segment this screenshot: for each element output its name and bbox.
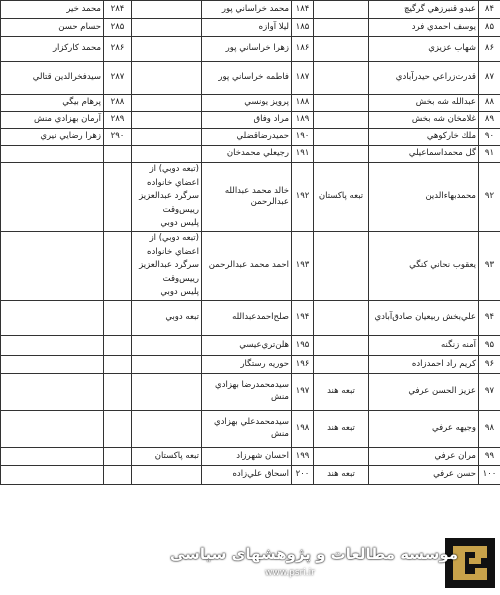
person-name: پرويز يونسي (202, 95, 292, 112)
row-number: ۹۲ (479, 163, 500, 232)
person-name: احسان شهرزاد (202, 447, 292, 465)
row-number (104, 335, 132, 355)
person-name: ملك خاركوهي (369, 129, 479, 146)
note-cell (132, 355, 202, 373)
note-cell (132, 465, 202, 484)
note-cell (132, 95, 202, 112)
nationality-cell (314, 112, 369, 129)
row-number (104, 447, 132, 465)
row-number: ۱۸۵ (292, 19, 314, 37)
row-number: ۱۹۵ (292, 335, 314, 355)
row-number (104, 410, 132, 447)
row-number: ۹۱ (479, 146, 500, 163)
nationality-cell (314, 300, 369, 335)
row-number: ۹۹ (479, 447, 500, 465)
row-number: ۲۸۵ (104, 19, 132, 37)
nationality-cell (314, 355, 369, 373)
nationality-cell (314, 146, 369, 163)
row-number: ۱۹۱ (292, 146, 314, 163)
person-name: غلامخان شه بخش (369, 112, 479, 129)
row-number: ۹۳ (479, 231, 500, 300)
table-row (1, 373, 500, 410)
nationality-cell (314, 129, 369, 146)
table-row (1, 19, 500, 37)
row-number: ۸۹ (479, 112, 500, 129)
note-cell: تبعه دوبي (132, 300, 202, 335)
row-number: ۱۸۴ (292, 1, 314, 19)
nationality-cell: تبعه هند (314, 410, 369, 447)
person-name: حسام حسن (1, 19, 104, 37)
nationality-cell: تبعه هند (314, 465, 369, 484)
nationality-cell (314, 335, 369, 355)
table-row (1, 95, 500, 112)
note-cell (132, 19, 202, 37)
person-name: قدرت‌زراعي حيدرآبادي (369, 62, 479, 95)
person-name: اسحاق علي‌زاده (202, 465, 292, 484)
person-name (1, 447, 104, 465)
nationality-cell (314, 1, 369, 19)
person-name: آمنه زنگنه (369, 335, 479, 355)
note-cell (132, 1, 202, 19)
row-number: ۱۹۰ (292, 129, 314, 146)
person-name (1, 231, 104, 300)
table-row (1, 447, 500, 465)
person-name (1, 410, 104, 447)
row-number: ۱۹۶ (292, 355, 314, 373)
table-row (1, 410, 500, 447)
person-name: مراد وفاق (202, 112, 292, 129)
row-number: ۸۴ (479, 1, 500, 19)
person-name: عبدو قنبرزهي گرگيچ (369, 1, 479, 19)
row-number: ۲۹۰ (104, 129, 132, 146)
person-name: محمد كاركزار (1, 37, 104, 62)
row-number: ۱۹۸ (292, 410, 314, 447)
person-name (1, 300, 104, 335)
person-name: آرمان بهزادي منش (1, 112, 104, 129)
row-number (104, 355, 132, 373)
person-name: خالد محمد عبدالله عبدالرحمن (202, 163, 292, 232)
person-name: محمد خير (1, 1, 104, 19)
note-cell (132, 112, 202, 129)
row-number: ۸۶ (479, 37, 500, 62)
person-name: هلن‌تري‌عيسي (202, 335, 292, 355)
person-name: حوريه رستگار (202, 355, 292, 373)
note-cell (132, 62, 202, 95)
nationality-cell (314, 19, 369, 37)
nationality-cell (314, 231, 369, 300)
note-cell: تبعه پاكستان (132, 447, 202, 465)
row-number: ۲۸۸ (104, 95, 132, 112)
note-cell (132, 37, 202, 62)
row-number: ۲۸۷ (104, 62, 132, 95)
row-number: ۹۶ (479, 355, 500, 373)
person-name: محمدبهاءالدين (369, 163, 479, 232)
row-number: ۱۹۹ (292, 447, 314, 465)
row-number (104, 300, 132, 335)
note-cell: (تبعه دوبي) از اعضاي خانواده سرگرد عبدالعزيز رييس‌وقت پليس دوبي (132, 163, 202, 232)
note-cell: (تبعه دوبي) از اعضاي خانواده سرگرد عبدالعزيز رييس‌وقت پليس دوبي (132, 231, 202, 300)
note-cell (132, 129, 202, 146)
row-number (104, 373, 132, 410)
note-cell (132, 335, 202, 355)
row-number: ۹۴ (479, 300, 500, 335)
table-row (1, 465, 500, 484)
table-row (1, 1, 500, 19)
row-number: ۹۸ (479, 410, 500, 447)
row-number: ۹۷ (479, 373, 500, 410)
table-row (1, 335, 500, 355)
row-number: ۱۹۳ (292, 231, 314, 300)
watermark-title: موسسه مطالعات و پژوهشهای سیاسی (170, 545, 459, 563)
nationality-cell (314, 95, 369, 112)
row-number: ۲۸۴ (104, 1, 132, 19)
person-name: صلح‌احمدعبدالله (202, 300, 292, 335)
table-row (1, 112, 500, 129)
nationality-cell (314, 37, 369, 62)
table-row (1, 355, 500, 373)
person-name: حسن عرفي (369, 465, 479, 484)
row-number (104, 163, 132, 232)
person-name: يوسف احمدي فرد (369, 19, 479, 37)
person-name: وجيهه عرفي (369, 410, 479, 447)
row-number: ۱۹۴ (292, 300, 314, 335)
person-name: احمد محمد عبدالرحمن (202, 231, 292, 300)
table-row (1, 231, 500, 300)
row-number: ۱۸۹ (292, 112, 314, 129)
row-number: ۱۰۰ (479, 465, 500, 484)
row-number (104, 465, 132, 484)
row-number: ۲۸۹ (104, 112, 132, 129)
person-name (1, 335, 104, 355)
row-number (104, 146, 132, 163)
person-name (1, 355, 104, 373)
person-name: عزيز الحسن عرفي (369, 373, 479, 410)
row-number: ۱۸۸ (292, 95, 314, 112)
table-row (1, 163, 500, 232)
person-name: شهاب عزيزي (369, 37, 479, 62)
nationality-cell: تبعه پاكستان (314, 163, 369, 232)
note-cell (132, 146, 202, 163)
person-name: محمد خراساني پور (202, 1, 292, 19)
nationality-cell (314, 62, 369, 95)
row-number: ۱۹۷ (292, 373, 314, 410)
person-name: پرهام بيگي (1, 95, 104, 112)
person-name: سيدمحمدرضا بهزادي منش (202, 373, 292, 410)
person-name: زهرا رضايي نيري (1, 129, 104, 146)
row-number: ۸۵ (479, 19, 500, 37)
nationality-cell: تبعه هند (314, 373, 369, 410)
person-name: علي‌بخش ربيعيان صادق‌آبادي (369, 300, 479, 335)
person-name: كريم راد احمدزاده (369, 355, 479, 373)
person-name: زهرا خراساني پور (202, 37, 292, 62)
row-number: ۸۸ (479, 95, 500, 112)
person-name: مران عرفي (369, 447, 479, 465)
person-name (1, 146, 104, 163)
row-number: ۲۸۶ (104, 37, 132, 62)
person-name (1, 163, 104, 232)
row-number: ۹۰ (479, 129, 500, 146)
row-number: ۱۸۶ (292, 37, 314, 62)
nationality-cell (314, 447, 369, 465)
row-number: ۲۰۰ (292, 465, 314, 484)
person-name: ليلا آوازه (202, 19, 292, 37)
table-row (1, 129, 500, 146)
row-number: ۱۸۷ (292, 62, 314, 95)
row-number (104, 231, 132, 300)
table-body (1, 1, 500, 485)
person-name (1, 373, 104, 410)
row-number: ۱۹۲ (292, 163, 314, 232)
person-name: حميدرضاقضلي (202, 129, 292, 146)
table-row (1, 37, 500, 62)
row-number: ۹۵ (479, 335, 500, 355)
row-number: ۸۷ (479, 62, 500, 95)
person-name: يعقوب نحاني كنگي (369, 231, 479, 300)
note-cell (132, 410, 202, 447)
watermark-url: www.psri.ir (265, 568, 315, 578)
table-row (1, 300, 500, 335)
table-row (1, 146, 500, 163)
person-name: رجيعلي محمدخان (202, 146, 292, 163)
person-name: فاطمه خراساني پور (202, 62, 292, 95)
table-row (1, 62, 500, 95)
person-name: سيدمحمدعلي بهزادي منش (202, 410, 292, 447)
person-name: گل محمداسماعيلي (369, 146, 479, 163)
person-name: سيدفخرالدين قتالي (1, 62, 104, 95)
person-name (1, 465, 104, 484)
note-cell (132, 373, 202, 410)
person-name: عبدالله شه بخش (369, 95, 479, 112)
